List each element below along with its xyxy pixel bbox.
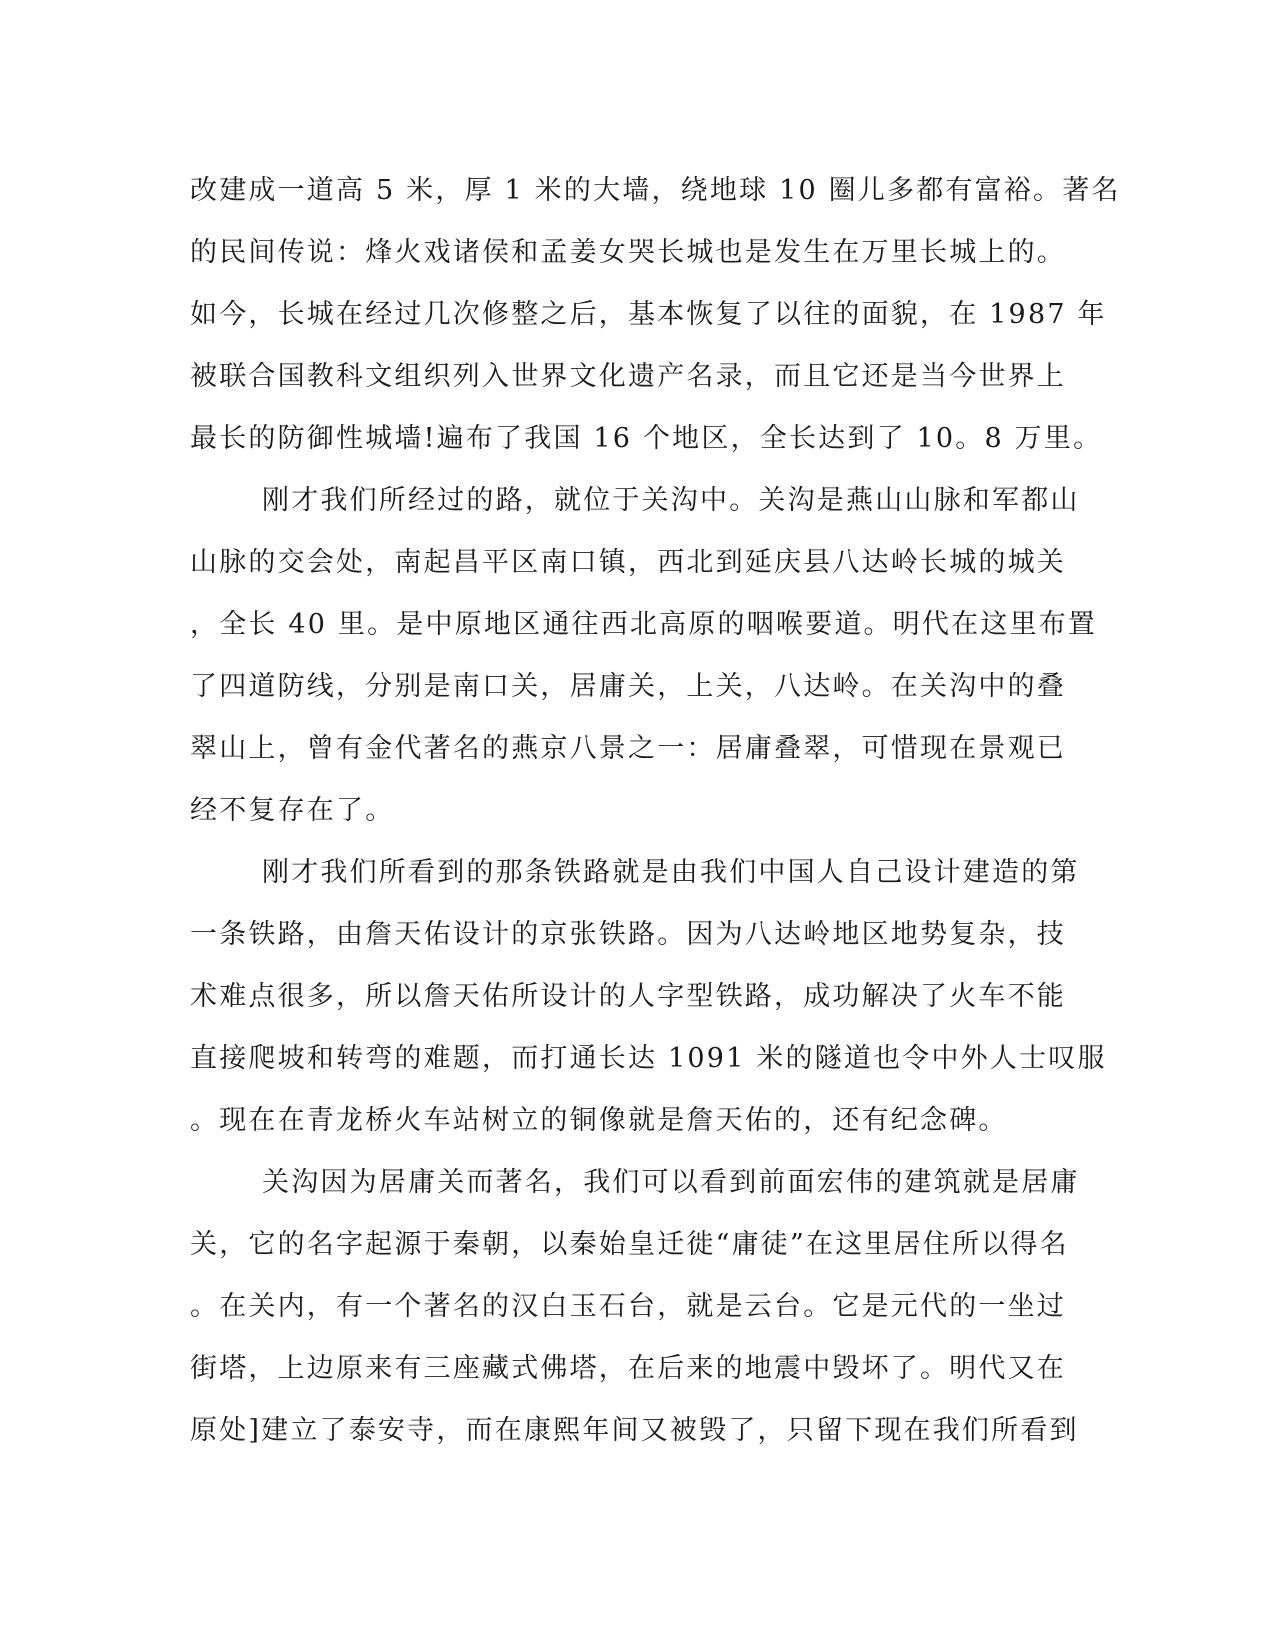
text-line: 一条铁路，由詹天佑设计的京张铁路。因为八达岭地区地势复杂，技: [190, 919, 1066, 950]
document-body: [190, 160, 1121, 1462]
text-line: 原处]建立了泰安寺，而在康熙年间又被毁了，只留下现在我们所看到: [190, 1415, 1079, 1446]
text-line: 经不复存在了。: [190, 795, 395, 826]
text-line: 如今，长城在经过几次修整之后，基本恢复了以往的面貌，在 1987 年: [190, 299, 1107, 330]
text-line: 。现在在青龙桥火车站树立的铜像就是詹天佑的，还有纪念碑。: [190, 1105, 1008, 1136]
text-line: 山脉的交会处，南起昌平区南口镇，西北到延庆县八达岭长城的城关: [190, 547, 1066, 578]
text-line: 。在关内，有一个著名的汉白玉石台，就是云台。它是元代的一坐过: [190, 1291, 1066, 1322]
text-line: 术难点很多，所以詹天佑所设计的人字型铁路，成功解决了火车不能: [190, 981, 1066, 1012]
text-line: 街塔，上边原来有三座藏式佛塔，在后来的地震中毁坏了。明代又在: [190, 1353, 1066, 1384]
text-line: 改建成一道高 5 米，厚 1 米的大墙，绕地球 10 圈儿多都有富裕。著名: [190, 175, 1121, 206]
text-line: 关沟因为居庸关而著名，我们可以看到前面宏伟的建筑就是居庸: [262, 1167, 1080, 1198]
text-line: 的民间传说：烽火戏诸侯和孟姜女哭长城也是发生在万里长城上的。: [190, 237, 1066, 268]
text-line: 了四道防线，分别是南口关，居庸关，上关，八达岭。在关沟中的叠: [190, 671, 1066, 702]
text-line: 刚才我们所看到的那条铁路就是由我们中国人自己设计建造的第: [262, 857, 1080, 888]
text-line: 直接爬坡和转弯的难题，而打通长达 1091 米的隧道也令中外人士叹服: [190, 1043, 1107, 1074]
text-line: 被联合国教科文组织列入世界文化遗产名录，而且它还是当今世界上: [190, 361, 1066, 392]
text-line: 刚才我们所经过的路，就位于关沟中。关沟是燕山山脉和军都山: [262, 485, 1080, 516]
text-line: 翠山上，曾有金代著名的燕京八景之一：居庸叠翠，可惜现在景观已: [190, 733, 1066, 764]
text-line: ，全长 40 里。是中原地区通往西北高原的咽喉要道。明代在这里布置: [190, 609, 1098, 640]
text-line: 关，它的名字起源于秦朝，以秦始皇迁徙“庸徒”在这里居住所以得名: [190, 1229, 1069, 1260]
text-line: 最长的防御性城墙!遍布了我国 16 个地区，全长达到了 10。8 万里。: [190, 423, 1103, 454]
